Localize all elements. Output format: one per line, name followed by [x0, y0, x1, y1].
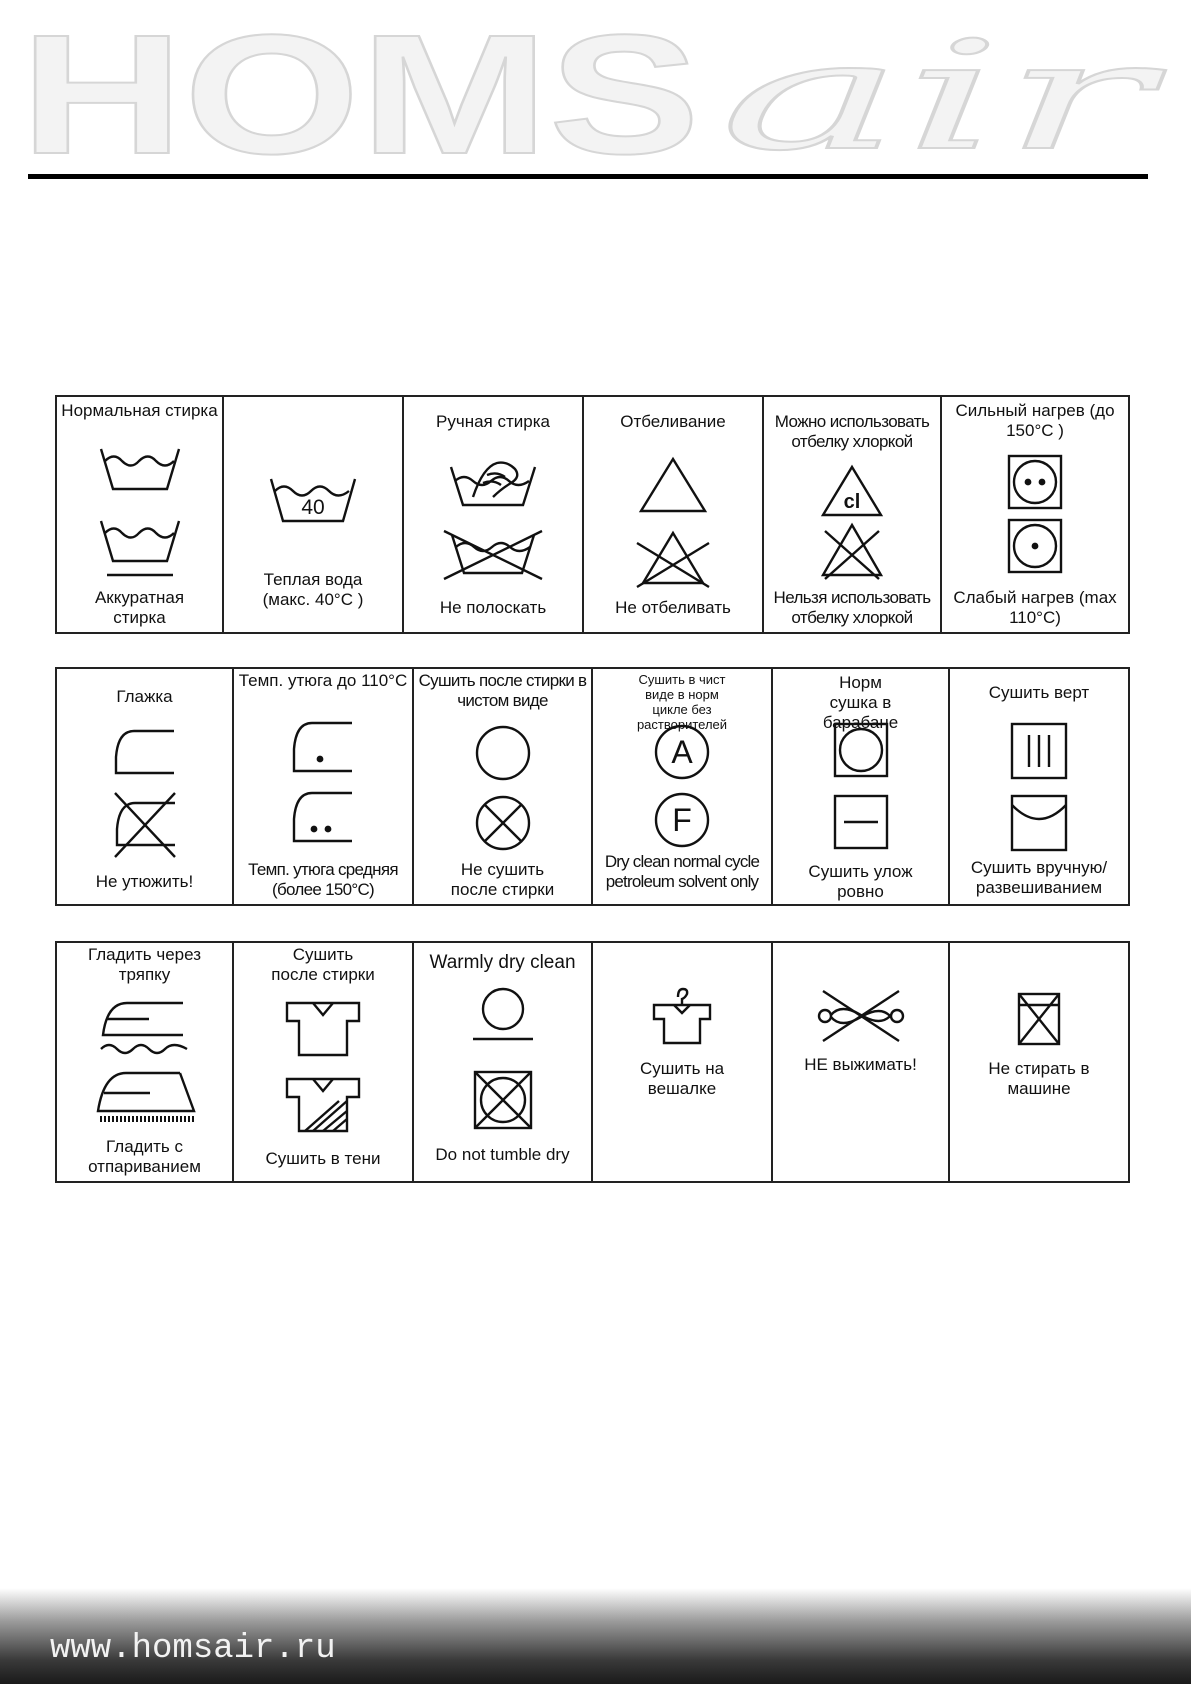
cell-label-bottom: Dry clean normal cycle petroleum solvent only	[604, 852, 760, 891]
cell-bleach	[583, 396, 763, 633]
iron-icon	[112, 727, 178, 777]
wash-temp: 40	[301, 496, 325, 519]
iron-medium-icon	[290, 789, 356, 845]
cell-do-not-wring	[772, 942, 949, 1182]
care-table-washing	[55, 395, 1130, 634]
hanger-dry-icon	[650, 985, 714, 1045]
do-not-iron-icon	[109, 789, 181, 859]
cell-label-bottom: Не отбеливать	[615, 598, 731, 617]
shirt-shade-icon	[283, 1073, 363, 1133]
cell-no-machine-wash	[949, 942, 1129, 1182]
cell-label-top: Сушить верт	[988, 683, 1090, 702]
washtub-icon	[97, 445, 183, 495]
cell-label-bottom: Темп. утюга средняя (более 150°C)	[248, 860, 398, 899]
cell-dry-clean	[413, 668, 592, 905]
cell-label-bottom: Не полоскать	[439, 598, 547, 617]
dryclean-f-icon	[653, 791, 711, 849]
dryclean-a-icon	[653, 723, 711, 781]
cell-label-top: Сильный нагрев (до 150°C )	[955, 401, 1115, 440]
cell-label-bottom: НЕ выжимать!	[804, 1055, 917, 1074]
cell-normal-wash	[56, 396, 223, 633]
do-not-wash-icon	[438, 525, 548, 585]
cell-label-bottom: Сушить в тени	[265, 1149, 381, 1168]
footer-bar	[0, 1588, 1191, 1684]
cell-solvent	[592, 668, 772, 905]
dryclean-circle-icon	[473, 723, 533, 783]
cell-label-top: Темп. утюга до 110°C	[238, 671, 408, 690]
cell-ironing	[56, 668, 233, 905]
cell-label-top: Сушить в чист виде в норм цикле без растворителей	[636, 672, 728, 732]
dry-flat-icon	[832, 793, 890, 851]
cell-label-top: Ручная стирка	[436, 412, 550, 431]
bleach-triangle-icon	[637, 455, 709, 515]
cell-label-top: Сушить после стирки	[271, 945, 375, 984]
tumble-high-icon	[1006, 453, 1064, 511]
cell-tumble-dry	[772, 668, 949, 905]
cell-label-bottom: Не стирать в машине	[988, 1059, 1090, 1098]
line-dry-icon	[1009, 793, 1069, 853]
cell-hanger-dry	[592, 942, 772, 1182]
cell-label-bottom: Теплая вода (макс. 40°C )	[262, 570, 364, 609]
cell-label-bottom: Аккуратная стирка	[94, 588, 185, 627]
cell-label-top: Глажка	[116, 687, 173, 706]
chlorine-label: cl	[843, 491, 861, 513]
cell-label-bottom: Слабый нагрев (max 110°C)	[953, 588, 1117, 627]
cell-label-bottom: Do not tumble dry	[435, 1145, 570, 1164]
solvent-letter-f: F	[672, 802, 692, 838]
tumble-dry-icon	[832, 721, 890, 779]
cell-label-top: Можно использовать отбелку хлоркой	[774, 412, 930, 451]
no-machine-wash-icon	[1016, 991, 1062, 1047]
cell-iron-cloth	[56, 942, 233, 1182]
cell-label-bottom: Сушить улож ровно	[808, 862, 913, 901]
cell-drip-dry	[949, 668, 1129, 905]
do-not-wring-icon	[813, 987, 909, 1045]
cell-label-top: Нормальная стирка	[61, 401, 218, 420]
logo-script: air	[720, 18, 1168, 168]
shirt-dry-icon	[283, 997, 363, 1057]
washtub-gentle-icon	[97, 517, 183, 583]
cell-label-top: Warmly dry clean	[429, 952, 576, 973]
cell-label-top: Сушить после стирки в чистом виде	[418, 671, 587, 710]
footer-url[interactable]: www.homsair.ru	[50, 1630, 336, 1668]
cell-label-bottom: Не утюжить!	[95, 872, 194, 891]
cell-chlorine	[763, 396, 941, 633]
cell-label-bottom: Гладить с отпариванием	[88, 1137, 201, 1176]
washtub-40-icon	[267, 475, 359, 529]
logo-text: HOMS	[20, 18, 700, 168]
tumble-low-icon	[1006, 517, 1064, 575]
cell-label-bottom: Сушить на вешалке	[639, 1059, 725, 1098]
cell-label-top: Норм сушка в барабане	[822, 673, 899, 732]
no-chlorine-bleach-icon	[819, 521, 885, 581]
iron-steam-icon	[90, 1067, 200, 1129]
cell-warm-water	[223, 396, 403, 633]
cell-label-bottom: Сушить вручную/ развешиванием	[970, 858, 1108, 897]
iron-cloth-icon	[97, 999, 193, 1057]
chlorine-bleach-icon	[819, 463, 885, 519]
cell-tumble-heat	[941, 396, 1129, 633]
care-table-ironing-drying	[55, 667, 1130, 906]
do-not-dryclean-icon	[473, 793, 533, 853]
hand-wash-icon	[447, 455, 539, 509]
do-not-tumble-icon	[472, 1069, 534, 1131]
iron-low-icon	[290, 719, 356, 775]
cell-shirt-dry	[233, 942, 413, 1182]
cell-warm-dryclean	[413, 942, 592, 1182]
header-rule	[28, 174, 1148, 179]
warm-dryclean-icon	[469, 985, 537, 1043]
homsair-logo	[20, 18, 1170, 168]
cell-label-bottom: Не сушить после стирки	[450, 860, 555, 899]
cell-label-top: Гладить через тряпку	[87, 945, 202, 984]
cell-label-top: Отбеливание	[620, 412, 726, 431]
drip-dry-icon	[1009, 721, 1069, 781]
cell-hand-wash	[403, 396, 583, 633]
solvent-letter-a: A	[671, 734, 693, 770]
cell-label-bottom: Нельзя использовать отбелку хлоркой	[773, 588, 931, 627]
care-table-misc	[55, 941, 1130, 1183]
cell-iron-temp	[233, 668, 413, 905]
do-not-bleach-icon	[633, 527, 713, 591]
